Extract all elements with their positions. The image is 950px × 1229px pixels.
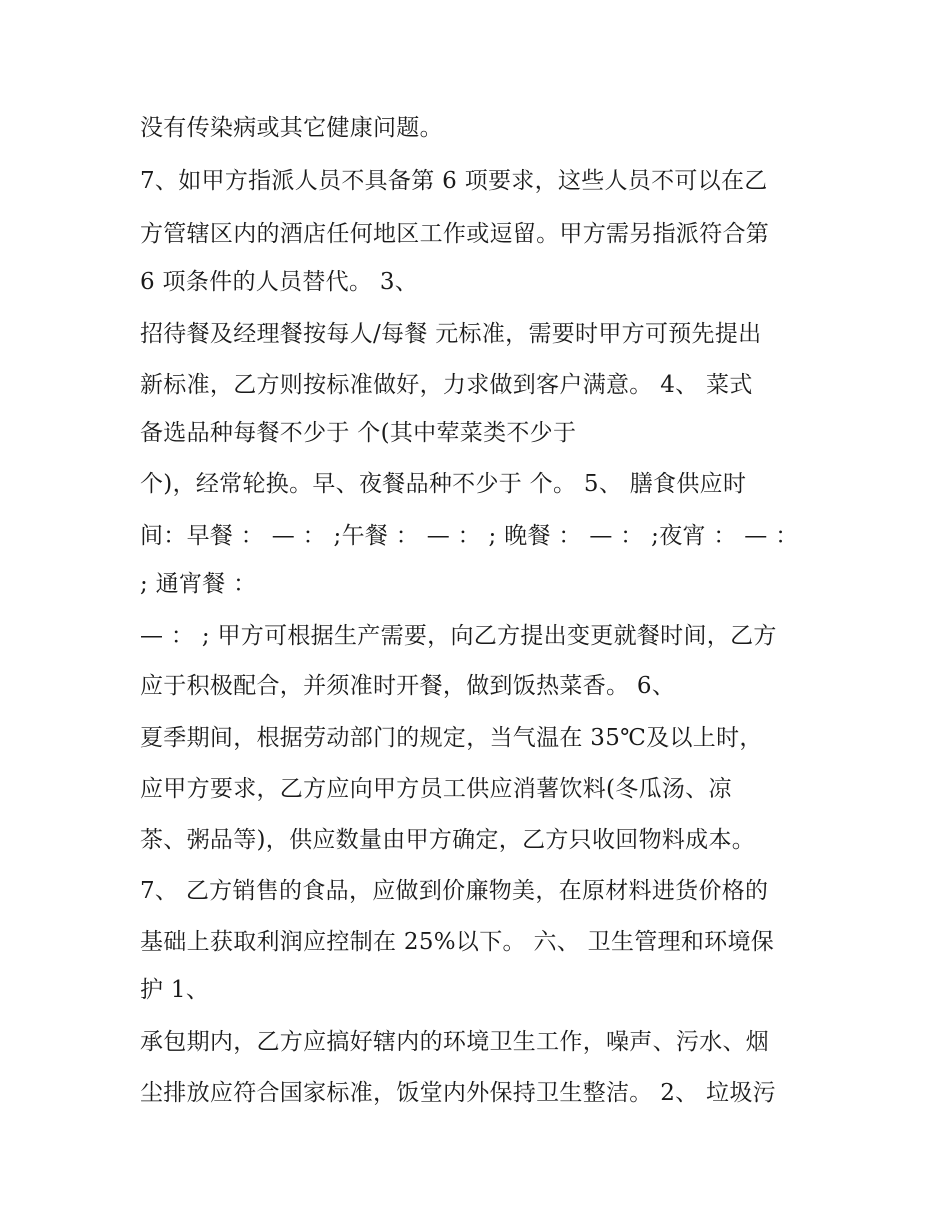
text-line: 承包期内，乙方应搞好辖内的环境卫生工作，噪声、污水、烟: [140, 1029, 770, 1055]
text-line: 基础上获取利润应控制在 25%以下。 六、 卫生管理和环境保: [140, 929, 775, 955]
text-line: 尘排放应符合国家标准，饭堂内外保持卫生整洁。 2、 垃圾污: [140, 1080, 776, 1106]
text-line: 夏季期间，根据劳动部门的规定，当气温在 35℃及以上时，: [140, 725, 763, 751]
text-line: 备选品种每餐不少于 个(其中荤菜类不少于: [140, 420, 577, 446]
text-line: 间：早餐 ： — ： ;午餐 ： — ： ; 晚餐 ： — ： ;夜宵 ： — ：: [140, 523, 799, 549]
text-line: — ： ; 甲方可根据生产需要，向乙方提出变更就餐时间，乙方: [140, 623, 777, 649]
text-line: 7、 乙方销售的食品，应做到价廉物美，在原材料进货价格的: [140, 878, 769, 904]
text-line: 招待餐及经理餐按每人/每餐 元标准，需要时甲方可预先提出: [140, 321, 762, 347]
text-line: 方管辖区内的酒店任何地区工作或逗留。甲方需另指派符合第: [140, 221, 770, 247]
text-line: 新标准，乙方则按标准做好，力求做到客户满意。 4、 菜式: [140, 372, 753, 398]
text-line: 7、如甲方指派人员不具备第 6 项要求，这些人员不可以在乙: [140, 168, 768, 194]
text-line: ; 通宵餐 ：: [140, 571, 257, 597]
text-line: 个)，经常轮换。早、夜餐品种不少于 个。 5、 膳食供应时: [140, 471, 747, 497]
text-line: 应于积极配合，并须准时开餐，做到饭热菜香。 6、: [140, 673, 676, 699]
text-line: 没有传染病或其它健康问题。: [140, 115, 443, 141]
text-line: 应甲方要求，乙方应向甲方员工供应消薯饮料(冬瓜汤、凉: [140, 776, 732, 802]
text-line: 茶、粥品等)，供应数量由甲方确定，乙方只收回物料成本。: [140, 827, 756, 853]
text-line: 护 1、: [140, 977, 210, 1003]
text-line: 6 项条件的人员替代。 3、: [140, 269, 419, 295]
